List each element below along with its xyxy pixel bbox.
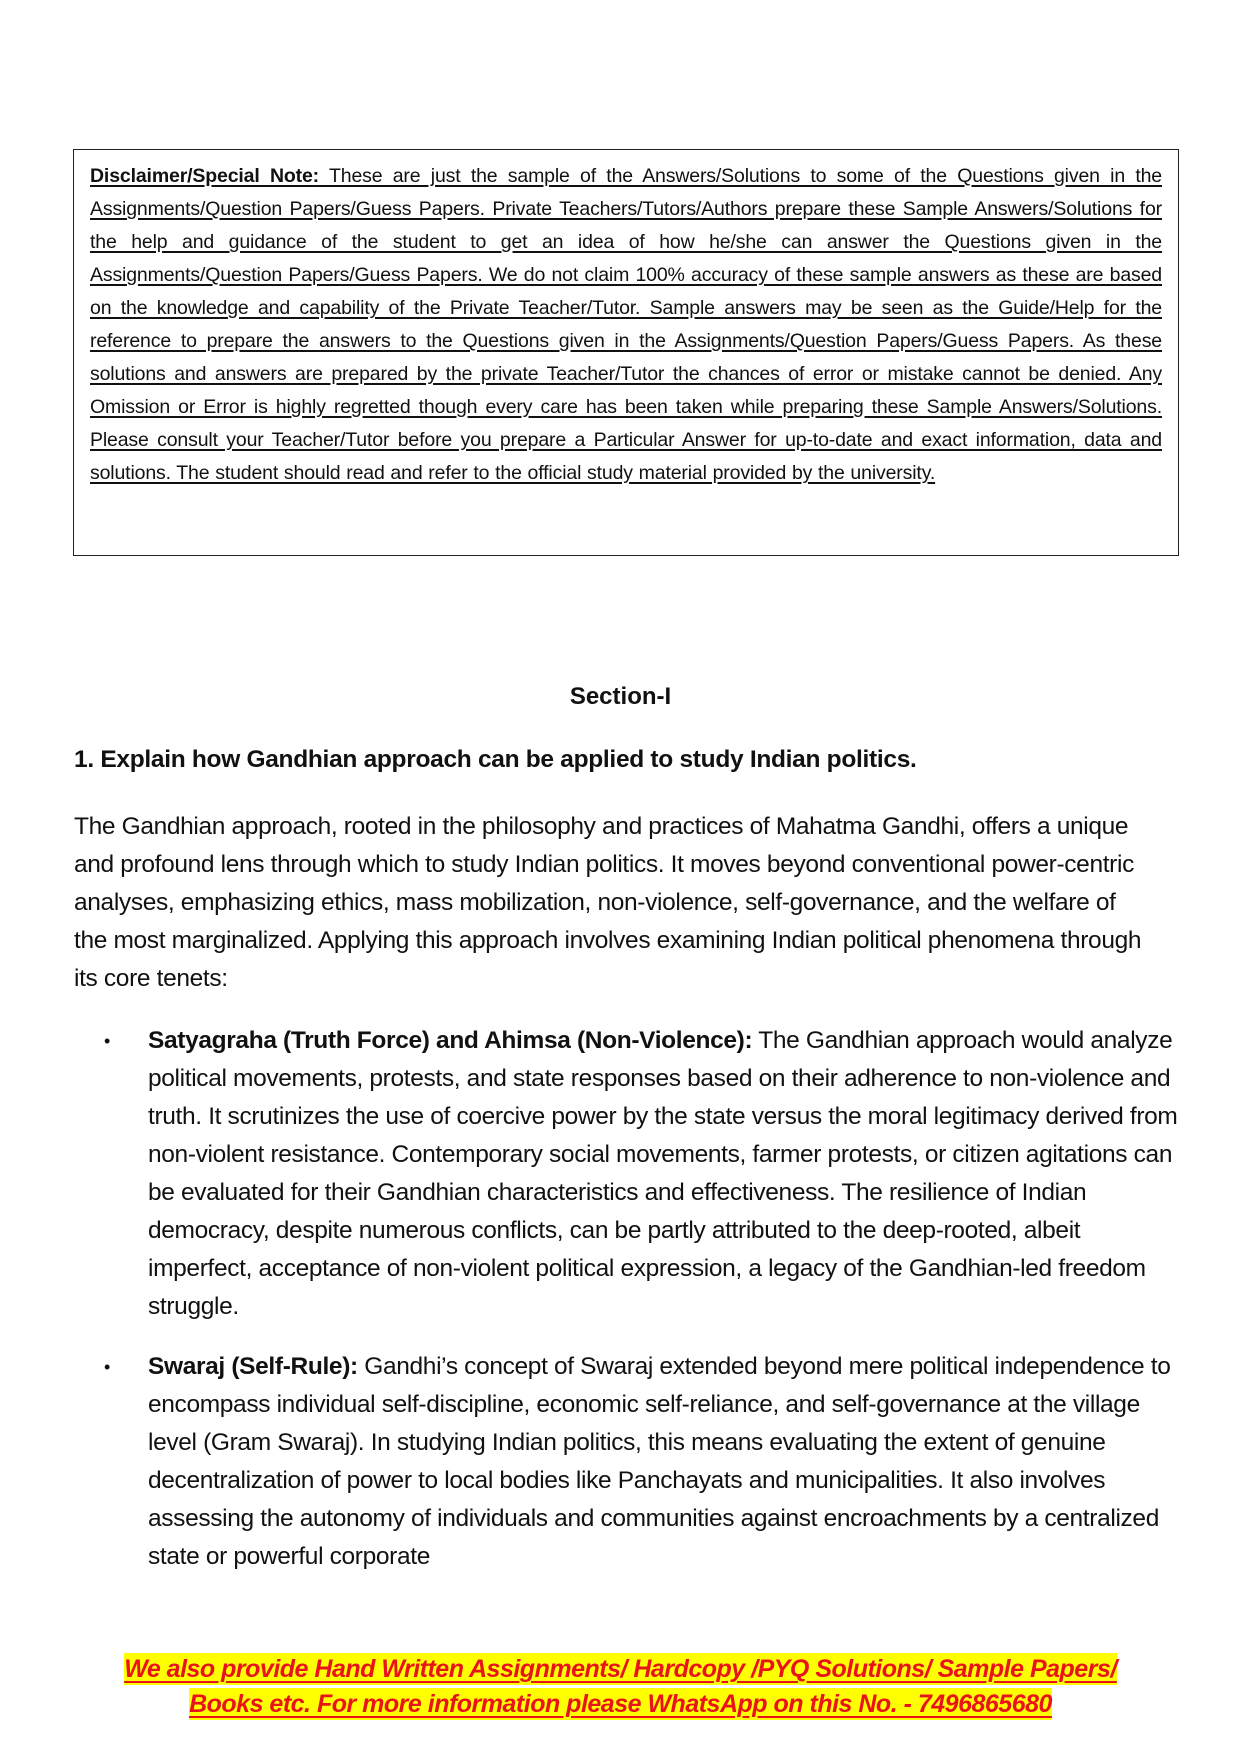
bullet-text: Gandhi’s concept of Swaraj extended beyond mere political independence to encompass individual self-discipline, economic self-reliance, and self-governance at the village level (Gram Swaraj). In studying Indian politics, this means evaluating the extent of genuine decentralization of power to local bodies like Panchayats and municipalities. It also involves assessing the autonomy of individuals and communities against encroachments by a centralized state or powerful corporate: [148, 1353, 1171, 1570]
disclaimer-label: Disclaimer/Special Note:: [90, 165, 320, 187]
footer-advertisement: [0, 1652, 1241, 1722]
question-heading: 1. Explain how Gandhian approach can be applied to study Indian politics.: [74, 746, 917, 773]
bullet-dot-icon: •: [104, 1357, 110, 1377]
bullet-term: Satyagraha (Truth Force) and Ahimsa (Non-Violence):: [148, 1027, 753, 1054]
bullet-swaraj: [0, 1348, 1178, 1576]
disclaimer-text: These are just the sample of the Answers/Solutions to some of the Questions given in the Assignments/Question Papers/Guess Papers. Private Teachers/Tutors/Authors prepare these Sample Answers/Solutions for the help and guidance of the student to get an idea of how he/she can answer the Questions given in the Assignments/Question Papers/Guess Papers. We do not claim 100% accuracy of these sample answers as these are based on the knowledge and capability of the Private Teacher/Tutor. Sample answers may be seen as the Guide/Help for the reference to prepare the answers to the Questions given in the Assignments/Question Papers/Guess Papers. As these solutions and answers are prepared by the private Teacher/Tutor the chances of error or mistake cannot be denied. Any Omission or Error is highly regretted though every care has been taken while preparing these Sample Answers/Solutions. Please consult your Teacher/Tutor before you prepare a Particular Answer for up-to-date and exact information, data and solutions. The student should read and refer to the official study material provided by the university.: [90, 165, 1162, 484]
footer-line-1: We also provide Hand Written Assignments/ Hardcopy /PYQ Solutions/ Sample Papers/: [124, 1655, 1117, 1683]
bullet-term: Swaraj (Self-Rule):: [148, 1353, 358, 1380]
footer-line-2: Books etc. For more information please WhatsApp on this No. - 7496865680: [189, 1690, 1052, 1718]
section-title: Section-I: [569, 683, 672, 710]
bullet-dot-icon: •: [104, 1031, 110, 1051]
bullet-text: The Gandhian approach would analyze political movements, protests, and state responses based on their adherence to non-violence and truth. It scrutinizes the use of coercive power by the state versus the moral legitimacy derived from non-violent resistance. Contemporary social movements, farmer protests, or citizen agitations can be evaluated for their Gandhian characteristics and effectiveness. The resilience of Indian democracy, despite numerous conflicts, can be partly attributed to the deep-rooted, albeit imperfect, acceptance of non-violent political expression, a legacy of the Gandhian-led freedom struggle.: [148, 1027, 1178, 1320]
disclaimer-box: [73, 149, 1179, 556]
bullet-satyagraha: [0, 1022, 1178, 1326]
disclaimer-paragraph: [90, 160, 1162, 490]
answer-bullet-list: [0, 1022, 1241, 1598]
answer-intro: The Gandhian approach, rooted in the philosophy and practices of Mahatma Gandhi, offers a unique and profound lens through which to study Indian politics. It moves beyond conventional power-centric analyses, emphasizing ethics, mass mobilization, non-violence, self-governance, and the welfare of the most marginalized. Applying this approach involves examining Indian political phenomena through its core tenets:: [74, 813, 1142, 992]
